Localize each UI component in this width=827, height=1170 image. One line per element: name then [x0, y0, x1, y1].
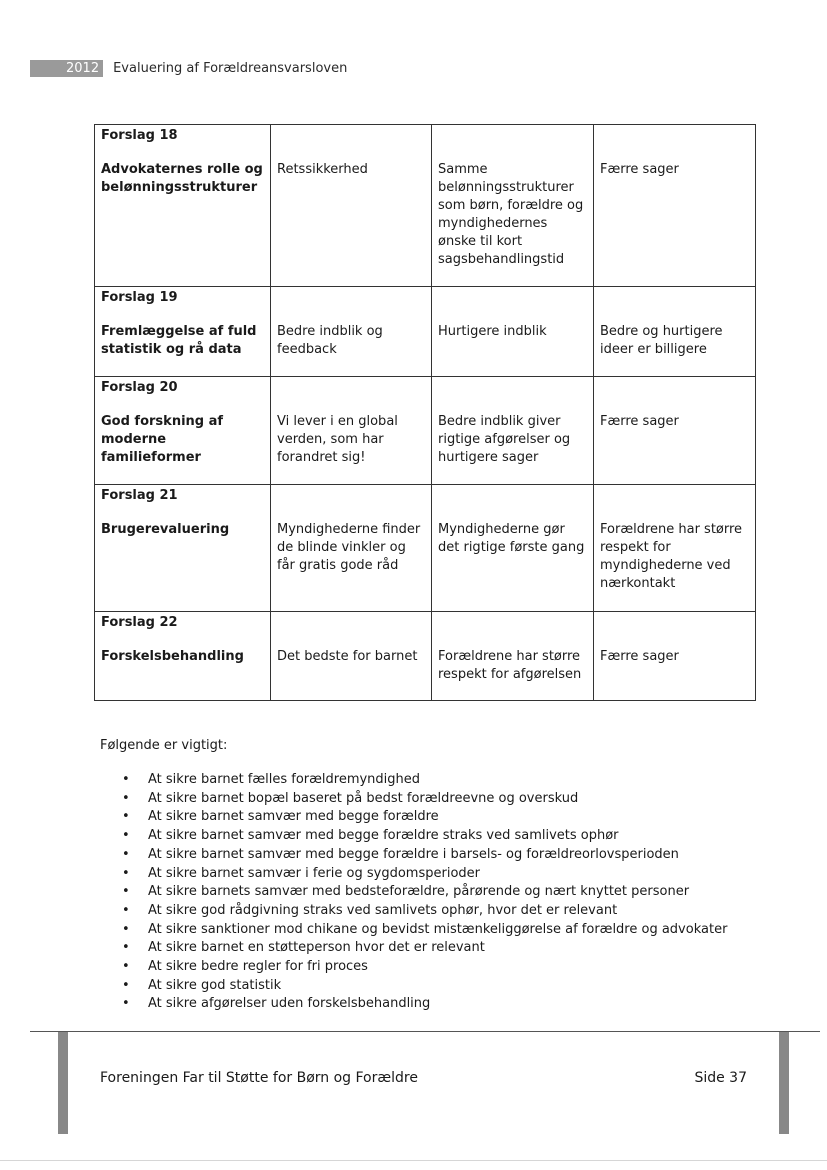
- page-header: [30, 58, 347, 78]
- list-item: • At sikre barnet en støtteperson hvor det er relevant: [148, 939, 727, 958]
- footer-organization: Foreningen Far til Støtte for Børn og Forældre: [100, 1070, 418, 1086]
- list-item: • At sikre barnet samvær i ferie og sygdomsperioder: [148, 865, 727, 884]
- table-cell: [432, 612, 594, 701]
- purpose-text: Myndighederne finder de blinde vinkler og får gratis gode råd: [277, 522, 421, 573]
- proposal-cell: [95, 377, 271, 485]
- proposal-id: Forslag 20: [101, 380, 178, 395]
- page-number: Side 37: [694, 1070, 747, 1086]
- footer-right-bar: [779, 1032, 789, 1134]
- proposal-cell: [95, 612, 271, 701]
- table-cell: [594, 485, 756, 612]
- purpose-text: Retssikkerhed: [277, 162, 368, 177]
- proposal-id: Forslag 19: [101, 290, 178, 305]
- table-cell: [271, 125, 432, 287]
- table-cell: [271, 287, 432, 377]
- list-item: • At sikre barnet fælles forældremyndighed: [148, 771, 727, 790]
- footer-divider: [30, 1031, 820, 1032]
- proposal-id: Forslag 21: [101, 488, 178, 503]
- effect-text: Myndighederne gør det rigtige første gang: [438, 522, 585, 555]
- list-item: • At sikre barnet bopæl baseret på bedst forældreevne og overskud: [148, 790, 727, 809]
- effect-text: Bedre indblik giver rigtige afgørelser og hurtigere sager: [438, 414, 571, 465]
- list-item: • At sikre barnet samvær med begge forældre: [148, 808, 727, 827]
- list-item: • At sikre god rådgivning straks ved samlivets ophør, hvor det er relevant: [148, 902, 727, 921]
- effect-text: Hurtigere indblik: [438, 324, 547, 339]
- result-text: Færre sager: [600, 162, 679, 177]
- proposal-topic: Brugerevaluering: [101, 522, 230, 537]
- list-item: • At sikre barnet samvær med begge forældre i barsels- og forældreorlovsperioden: [148, 846, 727, 865]
- table-cell: [432, 485, 594, 612]
- scan-edge-line: [0, 1160, 827, 1161]
- table-row: [95, 125, 756, 287]
- proposal-topic: Fremlæggelse af fuld statistik og rå data: [101, 324, 257, 357]
- list-item: • At sikre barnets samvær med bedsteforældre, pårørende og nært knyttet personer: [148, 883, 727, 902]
- purpose-text: Det bedste for barnet: [277, 649, 418, 664]
- proposal-cell: [95, 125, 271, 287]
- purpose-text: Bedre indblik og feedback: [277, 324, 383, 357]
- document-title: Evaluering af Forældreansvarsloven: [113, 60, 348, 76]
- table-row: [95, 485, 756, 612]
- effect-text: Samme belønningsstrukturer som børn, forældre og myndighedernes ønske til kort sagsbehandlingstid: [438, 162, 584, 267]
- table-cell: [594, 612, 756, 701]
- list-item: • At sikre barnet samvær med begge forældre straks ved samlivets ophør: [148, 827, 727, 846]
- proposal-topic: God forskning af moderne familieformer: [101, 414, 224, 465]
- proposal-cell: [95, 287, 271, 377]
- table-row: [95, 377, 756, 485]
- proposal-id: Forslag 22: [101, 615, 178, 630]
- proposal-topic: Forskelsbehandling: [101, 649, 244, 664]
- proposal-cell: [95, 485, 271, 612]
- result-text: Færre sager: [600, 414, 679, 429]
- list-item: • At sikre afgørelser uden forskelsbehandling: [148, 995, 727, 1014]
- list-item: • At sikre bedre regler for fri proces: [148, 958, 727, 977]
- table-cell: [594, 377, 756, 485]
- important-intro: Følgende er vigtigt:: [100, 738, 228, 753]
- table-cell: [271, 377, 432, 485]
- result-text: Forældrene har større respekt for myndighederne ved nærkontakt: [600, 522, 743, 591]
- list-item: • At sikre sanktioner mod chikane og bevidst mistænkeliggørelse af forældre og advokater: [148, 921, 727, 940]
- effect-text: Forældrene har større respekt for afgørelsen: [438, 649, 582, 682]
- proposals-table: [94, 124, 756, 701]
- table-cell: [432, 287, 594, 377]
- table-row: [95, 287, 756, 377]
- important-list: [114, 771, 727, 1014]
- footer-left-bar: [58, 1032, 68, 1134]
- table-cell: [594, 287, 756, 377]
- result-text: Bedre og hurtigere ideer er billigere: [600, 324, 723, 357]
- proposal-topic: Advokaternes rolle og belønningsstrukturer: [101, 162, 263, 195]
- table-cell: [594, 125, 756, 287]
- table-cell: [271, 612, 432, 701]
- purpose-text: Vi lever i en global verden, som har forandret sig!: [277, 414, 398, 465]
- result-text: Færre sager: [600, 649, 679, 664]
- year-badge: 2012: [30, 60, 103, 77]
- table-cell: [432, 125, 594, 287]
- list-item: • At sikre god statistik: [148, 977, 727, 996]
- table-row: [95, 612, 756, 701]
- table-cell: [271, 485, 432, 612]
- table-cell: [432, 377, 594, 485]
- proposal-id: Forslag 18: [101, 128, 178, 143]
